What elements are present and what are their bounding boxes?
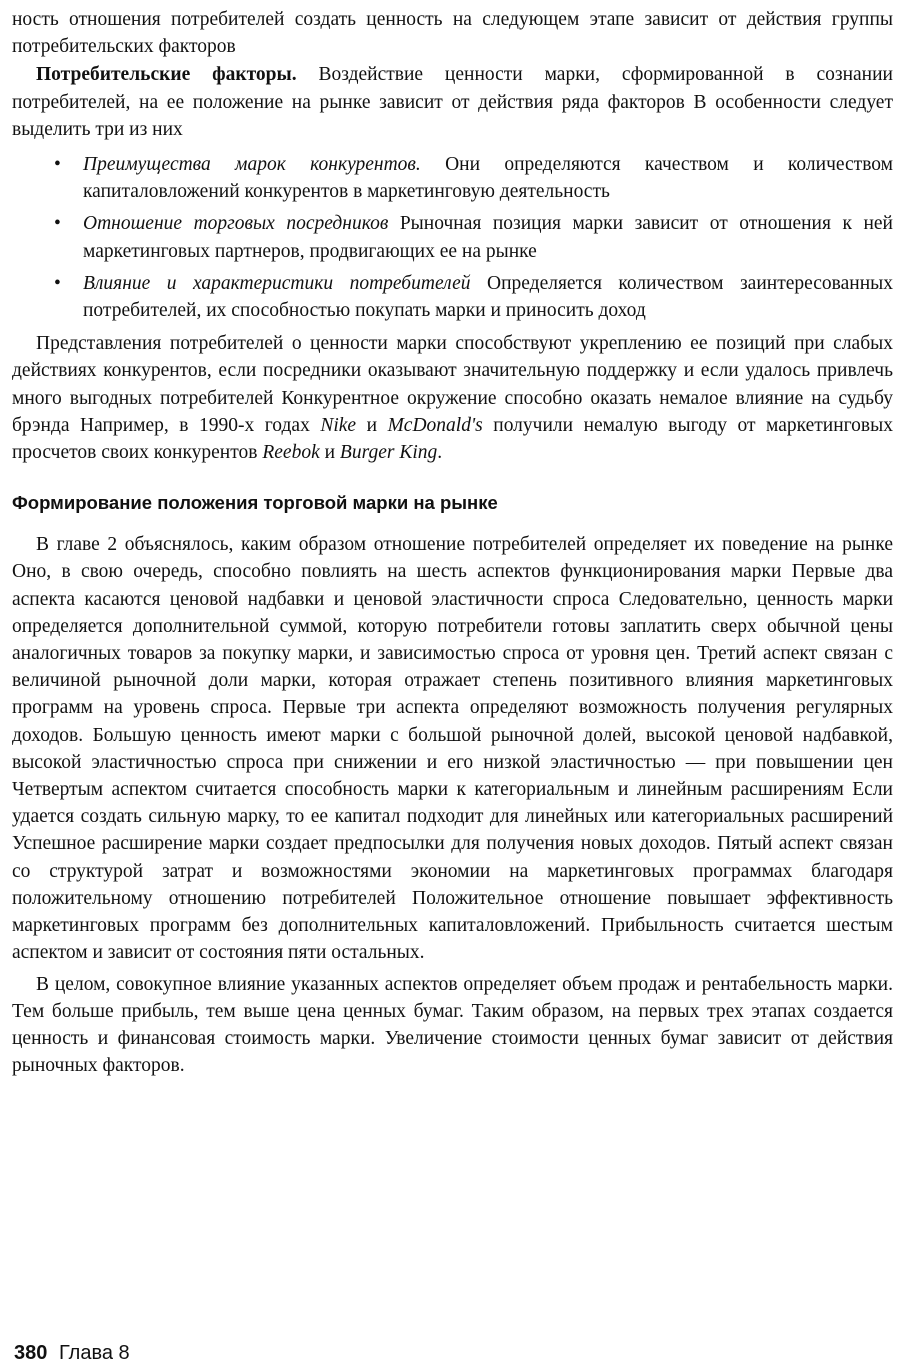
paragraph-text: . bbox=[437, 442, 443, 464]
section-heading: Формирование положения торговой марки на рынке bbox=[12, 492, 498, 514]
list-item-text: Определяется количеством заинтересованных потребителей, их способностью покупать марки и приносить доход bbox=[83, 272, 893, 322]
list-item-term: Влияние и характеристики потребителей bbox=[83, 272, 471, 294]
paragraph-text: Представления потребителей о ценности марки способствуют укреплению ее позиций при слабых действиях конкурентов, если посредники оказывают значительную поддержку и если удалось привлечь много выгодных потребителей Конкурентное окружение способно оказать немалое влияние на судьбу брэнда Например, в 1990-х годах bbox=[12, 333, 893, 436]
paragraph-text: и bbox=[319, 442, 340, 464]
paragraph-conclusion: В целом, совокупное влияние указанных аспектов определяет объем продаж и рентабельность марки. Тем больше прибыль, тем выше цена ценных бумаг. Таким образом, на первых трех этапах создается ценность и финансовая стоимость марки. Увеличение стоимости ценных бумаг зависит от действия рыночных факторов. bbox=[12, 973, 893, 1077]
page-footer bbox=[14, 1340, 130, 1366]
list-item-term: Преимущества марок конкурентов. bbox=[83, 154, 421, 176]
page-number: 380 bbox=[14, 1342, 48, 1364]
brand-name: Reebok bbox=[262, 442, 320, 464]
list-item bbox=[12, 210, 893, 264]
paragraph-lead: Потребительские факторы. bbox=[36, 64, 297, 86]
chapter-label: Глава 8 bbox=[58, 1342, 130, 1364]
bullet-icon: • bbox=[54, 154, 61, 176]
list-item-text: Они определяются качеством и количеством капиталовложений конкурентов в маркетинговую деятельность bbox=[83, 154, 893, 203]
factor-list bbox=[12, 151, 893, 324]
list-item-text: Рыночная позиция марки зависит от отношения к ней маркетинговых партнеров, продвигающих ее на рынке bbox=[83, 213, 893, 262]
brand-name: Nike bbox=[320, 414, 357, 436]
bullet-icon: • bbox=[54, 213, 61, 235]
brand-name: McDonald's bbox=[387, 414, 483, 436]
list-item-term: Отношение торговых посредников bbox=[83, 213, 389, 235]
list-item bbox=[12, 151, 893, 205]
paragraph-text: Воздействие ценности марки, сформированной в сознании потребителей, на ее положение на рынке зависит от действия ряда факторов В особенности следует выделить три из них bbox=[12, 64, 893, 140]
paragraph-text: и bbox=[356, 414, 388, 436]
paragraph-competitors bbox=[12, 330, 893, 466]
paragraph-six-aspects: В главе 2 объяснялось, каким образом отношение потребителей определяет их поведение на рынке Оно, в свою очередь, способно повлиять на шесть аспектов функционирования марки Первые два аспекта касаются ценовой надбавки и ценовой эластичности спроса Следовательно, ценность марки определяется дополнительной суммой, которую потребители готовы заплатить сверх обычной цены аналогичных товаров за покупку марки, и зависимостью спроса от уровня цен. Третий аспект связан с величиной рыночной доли марки, которая отражает степень позитивного влияния маркетинговых программ на уровень спроса. Первые три аспекта определяют возможность получения регулярных доходов. Большую ценность имеют марки с большой рыночной долей, высокой ценовой надбавкой, высокой эластичностью спроса при снижении и его низкой эластичностью — при повышении цен Четвертым аспектом считается способность марки к категориальным и линейным расширениям Если удается создать сильную марку, то ее капитал подходит для линейных или категориальных расширений Успешное расширение марки создает предпосылки для получения новых доходов. Пятый аспект связан со структурой затрат и возможностями экономии на маркетинговых программах благодаря положительному отношению потребителей Положительное отношение повышает эффективность маркетинговых программ без дополнительных капиталовложений. Прибыльность считается шестым аспектом и зависит от состояния пяти остальных. bbox=[12, 534, 893, 964]
list-item bbox=[12, 270, 893, 324]
paragraph-continuation: ность отношения потребителей создать ценность на следующем этапе зависит от действия группы потребительских факторов bbox=[12, 9, 893, 58]
page-body bbox=[12, 6, 893, 1079]
paragraph-consumer-factors bbox=[12, 61, 893, 143]
bullet-icon: • bbox=[54, 272, 61, 294]
brand-name: Burger King bbox=[339, 442, 438, 464]
paragraph-text: получили немалую выгоду от маркетинговых просчетов своих конкурентов bbox=[12, 414, 893, 464]
